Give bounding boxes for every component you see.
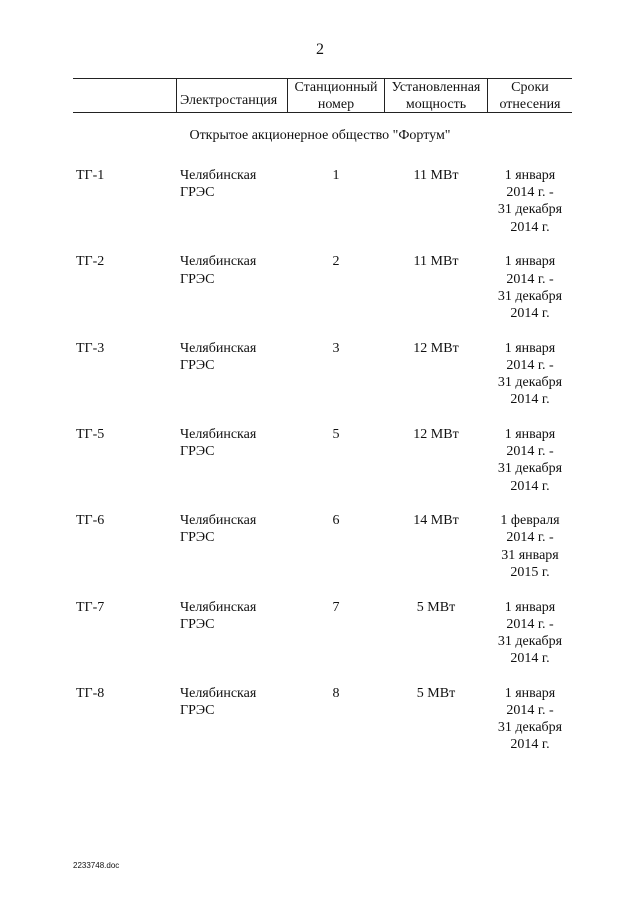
deadline-line: 2014 г. - xyxy=(506,271,554,287)
station-line: Челябинская xyxy=(180,426,257,442)
deadline-line: 2014 г. xyxy=(510,305,550,321)
station-line: ГРЭС xyxy=(180,185,215,201)
deadline-line: 2014 г. xyxy=(510,737,550,753)
header-deadlines xyxy=(488,79,572,112)
unit-cell: ТГ-3 xyxy=(76,340,105,356)
header-installed-power-line: Установленная xyxy=(391,79,481,95)
deadline-cell xyxy=(485,253,575,322)
station-line: Челябинская xyxy=(180,513,257,529)
deadline-line: 2014 г. xyxy=(510,392,550,408)
deadline-line: 31 января xyxy=(501,547,559,563)
header-installed-power-line: мощность xyxy=(405,96,467,112)
header-station-label: Электростанция xyxy=(180,93,278,108)
deadline-line: 31 декабря xyxy=(497,202,563,218)
deadline-line: 1 января xyxy=(504,340,556,356)
station-line: ГРЭС xyxy=(180,616,215,632)
deadline-line: 31 декабря xyxy=(497,633,563,649)
company-heading: Открытое акционерное общество "Фортум" xyxy=(189,128,451,143)
header-station-number-line: номер xyxy=(317,96,355,112)
table-row xyxy=(0,599,640,685)
station-line: Челябинская xyxy=(180,340,257,356)
installed-power-cell: 14 МВт xyxy=(413,513,459,529)
deadline-line: 1 января xyxy=(504,599,556,615)
table-row xyxy=(0,685,640,771)
station-number-cell: 6 xyxy=(332,513,340,529)
station-number-cell: 7 xyxy=(332,599,340,615)
station-number-cell: 2 xyxy=(332,254,340,270)
station-cell xyxy=(180,167,256,201)
deadline-line: 31 декабря xyxy=(497,720,563,736)
deadline-line: 2014 г. xyxy=(510,478,550,494)
station-line: Челябинская xyxy=(180,254,257,270)
installed-power-cell: 11 МВт xyxy=(413,168,459,183)
header-station-number xyxy=(288,79,384,112)
deadline-line: 2014 г. - xyxy=(506,530,554,546)
deadline-cell xyxy=(485,167,575,236)
station-cell xyxy=(180,685,256,719)
page-number: 2 xyxy=(316,41,324,58)
unit-cell: ТГ-6 xyxy=(76,513,105,529)
deadline-line: 2014 г. - xyxy=(506,357,554,373)
installed-power-cell: 5 МВт xyxy=(416,685,456,701)
deadline-cell xyxy=(485,512,575,581)
deadline-line: 31 декабря xyxy=(497,288,563,304)
header-deadlines-line: отнесения xyxy=(499,96,561,112)
table-row xyxy=(0,340,640,426)
table-row xyxy=(0,512,640,598)
header-station-number-line: Станционный xyxy=(294,79,378,95)
station-line: ГРЭС xyxy=(180,444,215,460)
station-number-cell: 1 xyxy=(332,168,340,183)
station-cell xyxy=(180,340,256,374)
installed-power-cell: 5 МВт xyxy=(416,599,456,615)
deadline-cell xyxy=(485,685,575,754)
station-line: ГРЭС xyxy=(180,703,215,718)
station-cell xyxy=(180,253,256,287)
station-cell xyxy=(180,426,256,460)
deadline-line: 1 февраля xyxy=(500,513,560,529)
station-number-cell: 8 xyxy=(332,685,340,701)
station-cell xyxy=(180,512,256,546)
unit-cell: ТГ-5 xyxy=(76,426,105,442)
deadline-line: 1 января xyxy=(504,254,556,270)
table-row xyxy=(0,426,640,512)
unit-cell: ТГ-2 xyxy=(76,254,105,270)
station-number-cell: 5 xyxy=(332,426,340,442)
installed-power-cell: 11 МВт xyxy=(413,254,459,270)
header-deadlines-line: Сроки xyxy=(511,79,549,95)
station-line: Челябинская xyxy=(180,168,257,183)
header-installed-power xyxy=(385,79,487,112)
station-cell xyxy=(180,599,256,633)
unit-cell: ТГ-8 xyxy=(76,685,105,701)
station-line: ГРЭС xyxy=(180,271,215,287)
installed-power-cell: 12 МВт xyxy=(413,426,459,442)
station-number-cell: 3 xyxy=(332,340,340,356)
station-line: Челябинская xyxy=(180,685,257,701)
deadline-line: 2014 г. xyxy=(510,219,550,235)
deadline-line: 2015 г. xyxy=(510,564,550,580)
deadline-line: 31 декабря xyxy=(497,375,563,390)
station-line: ГРЭС xyxy=(180,530,215,546)
deadline-cell xyxy=(485,340,575,409)
unit-cell: ТГ-7 xyxy=(76,599,105,615)
installed-power-cell: 12 МВт xyxy=(413,340,459,356)
deadline-line: 2014 г. - xyxy=(506,185,554,201)
deadline-line: 2014 г. xyxy=(510,651,550,667)
unit-cell: ТГ-1 xyxy=(76,168,105,183)
deadline-cell xyxy=(485,599,575,668)
deadline-line: 1 января xyxy=(504,685,556,701)
header-station xyxy=(177,79,290,117)
station-line: ГРЭС xyxy=(180,357,215,373)
deadline-line: 1 января xyxy=(504,426,556,442)
deadline-line: 31 декабря xyxy=(497,461,563,477)
deadline-line: 1 января xyxy=(504,168,556,183)
deadline-line: 2014 г. - xyxy=(506,616,554,632)
document-filename: 2233748.doc xyxy=(73,861,120,870)
station-line: Челябинская xyxy=(180,599,257,615)
table-row xyxy=(0,253,640,339)
deadline-line: 2014 г. - xyxy=(506,444,554,460)
table-row xyxy=(0,167,640,253)
deadline-line: 2014 г. - xyxy=(506,703,554,718)
deadline-cell xyxy=(485,426,575,495)
